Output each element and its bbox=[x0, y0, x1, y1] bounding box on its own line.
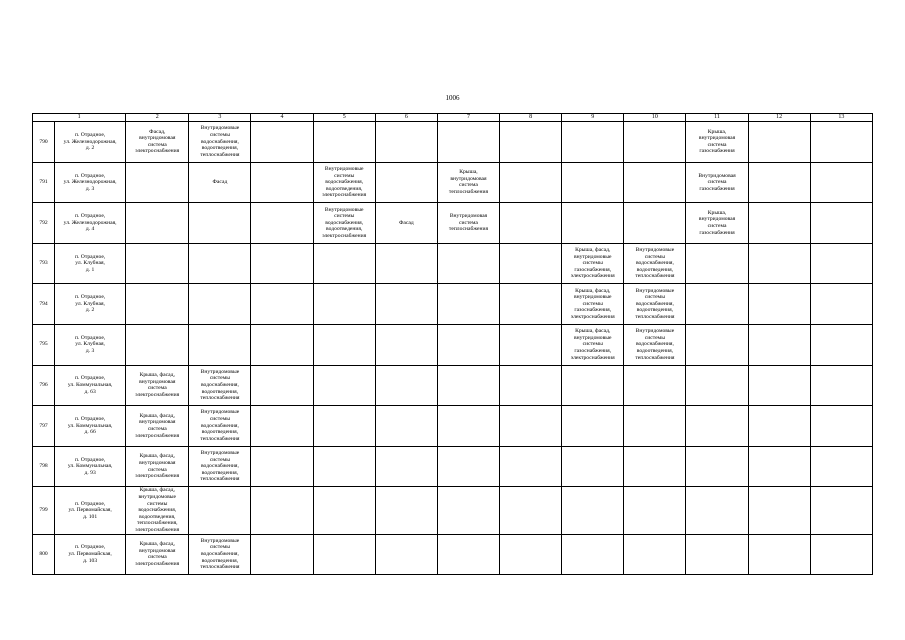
work-type-cell bbox=[562, 365, 624, 406]
work-type-cell bbox=[686, 324, 748, 365]
address-cell: п. Отрадное, ул. Железнодорожная, д. 3 bbox=[55, 162, 126, 203]
work-type-cell bbox=[437, 487, 499, 534]
column-header: 4 bbox=[251, 114, 313, 122]
column-header: 6 bbox=[375, 114, 437, 122]
work-type-cell bbox=[126, 284, 189, 325]
table-row bbox=[33, 446, 873, 487]
work-type-cell bbox=[251, 487, 313, 534]
work-type-cell bbox=[189, 487, 251, 534]
work-type-cell bbox=[810, 122, 872, 163]
work-type-cell bbox=[810, 324, 872, 365]
table-row bbox=[33, 203, 873, 244]
work-type-cell bbox=[189, 203, 251, 244]
work-type-cell: Фасад, внутридомовая система электроснабжения bbox=[126, 122, 189, 163]
row-number: 797 bbox=[33, 406, 55, 447]
work-type-cell bbox=[500, 324, 562, 365]
work-type-cell bbox=[437, 365, 499, 406]
address-cell: п. Отрадное, ул. Коммунальная, д. 66 bbox=[55, 406, 126, 447]
work-type-cell: Фасад bbox=[375, 203, 437, 244]
table-row bbox=[33, 284, 873, 325]
column-header: 10 bbox=[624, 114, 686, 122]
table-row bbox=[33, 534, 873, 575]
work-type-cell bbox=[251, 534, 313, 575]
work-type-cell bbox=[375, 487, 437, 534]
work-type-cell: Крыша, фасад, внутридомовая система электроснабжения bbox=[126, 406, 189, 447]
work-type-cell: Внутридомовые системы водоснабжения, водоотведения, теплоснабжения bbox=[189, 122, 251, 163]
work-type-cell bbox=[126, 203, 189, 244]
work-type-cell: Внутридомовая система газоснабжения bbox=[686, 162, 748, 203]
work-type-cell: Внутридомовые системы водоснабжения, водоотведения, теплоснабжения bbox=[624, 324, 686, 365]
work-type-cell bbox=[686, 284, 748, 325]
work-type-cell bbox=[313, 284, 375, 325]
work-type-cell bbox=[748, 284, 810, 325]
address-cell: п. Отрадное, ул. Железнодорожная, д. 4 bbox=[55, 203, 126, 244]
column-header: 3 bbox=[189, 114, 251, 122]
work-type-cell bbox=[500, 284, 562, 325]
work-type-cell bbox=[313, 406, 375, 447]
work-type-cell bbox=[562, 122, 624, 163]
work-type-cell: Внутридомовая система теплоснабжения bbox=[437, 203, 499, 244]
work-type-cell bbox=[562, 162, 624, 203]
work-type-cell bbox=[251, 243, 313, 284]
work-type-cell bbox=[126, 162, 189, 203]
work-type-cell bbox=[189, 324, 251, 365]
column-header: 2 bbox=[126, 114, 189, 122]
work-type-cell bbox=[500, 122, 562, 163]
work-type-cell: Внутридомовые системы водоснабжения, водоотведения, теплоснабжения bbox=[189, 446, 251, 487]
work-type-cell bbox=[313, 446, 375, 487]
work-type-cell bbox=[437, 324, 499, 365]
work-type-cell bbox=[748, 365, 810, 406]
work-type-cell bbox=[437, 243, 499, 284]
work-type-cell: Крыша, внутридомовая система теплоснабжения bbox=[437, 162, 499, 203]
work-type-cell bbox=[686, 243, 748, 284]
work-type-cell: Крыша, фасад, внутридомовые системы водоснабжения, водоотведения, теплоснабжения, электроснабжения bbox=[126, 487, 189, 534]
work-type-cell bbox=[126, 324, 189, 365]
row-number: 794 bbox=[33, 284, 55, 325]
work-type-cell: Фасад bbox=[189, 162, 251, 203]
work-type-cell bbox=[686, 534, 748, 575]
column-header: 8 bbox=[500, 114, 562, 122]
row-number: 792 bbox=[33, 203, 55, 244]
work-type-cell bbox=[624, 406, 686, 447]
work-type-cell bbox=[562, 534, 624, 575]
work-type-cell: Внутридомовые системы водоснабжения, водоотведения, электроснабжения bbox=[313, 162, 375, 203]
page-number: 1006 bbox=[445, 94, 460, 102]
work-type-cell bbox=[810, 203, 872, 244]
address-cell: п. Отрадное, ул. Клубная, д. 1 bbox=[55, 243, 126, 284]
work-type-cell bbox=[251, 446, 313, 487]
work-type-cell bbox=[313, 534, 375, 575]
address-cell: п. Отрадное, ул. Клубная, д. 2 bbox=[55, 284, 126, 325]
work-type-cell bbox=[810, 284, 872, 325]
work-type-cell bbox=[748, 162, 810, 203]
work-type-cell bbox=[375, 284, 437, 325]
work-type-cell bbox=[500, 203, 562, 244]
row-number: 798 bbox=[33, 446, 55, 487]
work-type-cell bbox=[375, 122, 437, 163]
work-type-cell bbox=[748, 203, 810, 244]
work-type-cell bbox=[313, 324, 375, 365]
address-cell: п. Отрадное, ул. Первомайская, д. 103 bbox=[55, 534, 126, 575]
work-type-cell bbox=[810, 162, 872, 203]
work-type-cell bbox=[686, 446, 748, 487]
work-type-cell bbox=[686, 406, 748, 447]
column-header: 1 bbox=[33, 114, 126, 122]
work-type-cell bbox=[500, 243, 562, 284]
row-number: 796 bbox=[33, 365, 55, 406]
work-type-cell bbox=[251, 203, 313, 244]
work-type-cell: Внутридомовые системы водоснабжения, водоотведения, теплоснабжения bbox=[189, 406, 251, 447]
work-type-cell bbox=[375, 446, 437, 487]
work-type-cell bbox=[313, 122, 375, 163]
work-type-cell bbox=[500, 446, 562, 487]
work-type-cell bbox=[500, 534, 562, 575]
work-type-cell bbox=[437, 406, 499, 447]
work-type-cell bbox=[375, 534, 437, 575]
work-type-cell bbox=[810, 534, 872, 575]
row-number: 793 bbox=[33, 243, 55, 284]
work-type-cell bbox=[437, 534, 499, 575]
work-type-cell bbox=[437, 122, 499, 163]
table-row bbox=[33, 324, 873, 365]
work-type-cell bbox=[810, 365, 872, 406]
work-type-cell bbox=[686, 487, 748, 534]
table-row bbox=[33, 406, 873, 447]
work-type-cell bbox=[437, 446, 499, 487]
work-type-cell bbox=[686, 365, 748, 406]
row-number: 800 bbox=[33, 534, 55, 575]
work-type-cell bbox=[313, 243, 375, 284]
address-cell: п. Отрадное, ул. Коммунальная, д. 63 bbox=[55, 365, 126, 406]
work-type-cell: Крыша, фасад, внутридомовые системы газоснабжения, электроснабжения bbox=[562, 284, 624, 325]
work-type-cell: Крыша, фасад, внутридомовая система электроснабжения bbox=[126, 446, 189, 487]
work-type-cell bbox=[500, 487, 562, 534]
column-header: 13 bbox=[810, 114, 872, 122]
work-type-cell bbox=[748, 534, 810, 575]
table-body bbox=[33, 122, 873, 575]
work-type-cell bbox=[624, 203, 686, 244]
work-type-cell bbox=[251, 365, 313, 406]
work-type-cell bbox=[500, 365, 562, 406]
work-type-cell bbox=[375, 365, 437, 406]
work-type-cell bbox=[748, 324, 810, 365]
address-cell: п. Отрадное, ул. Клубная, д. 3 bbox=[55, 324, 126, 365]
table-row bbox=[33, 162, 873, 203]
work-type-cell bbox=[748, 406, 810, 447]
work-type-cell bbox=[313, 365, 375, 406]
work-type-cell bbox=[810, 406, 872, 447]
work-type-cell bbox=[624, 487, 686, 534]
work-type-cell bbox=[500, 406, 562, 447]
row-number: 791 bbox=[33, 162, 55, 203]
work-type-cell bbox=[375, 324, 437, 365]
work-type-cell: Крыша, фасад, внутридомовые системы газоснабжения, электроснабжения bbox=[562, 243, 624, 284]
address-cell: п. Отрадное, ул. Железнодорожная, д. 2 bbox=[55, 122, 126, 163]
work-type-cell bbox=[189, 243, 251, 284]
address-cell: п. Отрадное, ул. Коммунальная, д. 93 bbox=[55, 446, 126, 487]
work-type-cell bbox=[810, 446, 872, 487]
row-number: 790 bbox=[33, 122, 55, 163]
work-type-cell bbox=[251, 122, 313, 163]
work-type-cell bbox=[313, 487, 375, 534]
work-type-cell bbox=[437, 284, 499, 325]
work-type-cell bbox=[748, 122, 810, 163]
work-type-cell: Крыша, фасад, внутридомовые системы газоснабжения, электроснабжения bbox=[562, 324, 624, 365]
work-type-cell: Крыша, фасад, внутридомовая система электроснабжения bbox=[126, 534, 189, 575]
work-type-cell: Внутридомовые системы водоснабжения, водоотведения, теплоснабжения bbox=[189, 534, 251, 575]
work-type-cell bbox=[251, 162, 313, 203]
work-type-cell bbox=[500, 162, 562, 203]
column-header: 7 bbox=[437, 114, 499, 122]
table-row bbox=[33, 365, 873, 406]
work-type-cell: Внутридомовые системы водоснабжения, водоотведения, электроснабжения bbox=[313, 203, 375, 244]
work-type-cell bbox=[624, 365, 686, 406]
work-type-cell: Крыша, внутридомовая система газоснабжения bbox=[686, 203, 748, 244]
work-type-cell bbox=[810, 487, 872, 534]
column-header: 12 bbox=[748, 114, 810, 122]
column-header: 5 bbox=[313, 114, 375, 122]
work-type-cell bbox=[562, 406, 624, 447]
work-type-cell: Крыша, внутридомовая система газоснабжения bbox=[686, 122, 748, 163]
work-type-cell bbox=[562, 203, 624, 244]
work-type-cell bbox=[810, 243, 872, 284]
table-row bbox=[33, 243, 873, 284]
work-type-cell: Крыша, фасад, внутридомовая система электроснабжения bbox=[126, 365, 189, 406]
repair-schedule-table bbox=[32, 113, 873, 575]
work-type-cell bbox=[624, 122, 686, 163]
row-number: 799 bbox=[33, 487, 55, 534]
column-header: 9 bbox=[562, 114, 624, 122]
work-type-cell bbox=[748, 487, 810, 534]
table-header bbox=[33, 114, 873, 122]
column-header: 11 bbox=[686, 114, 748, 122]
work-type-cell bbox=[189, 284, 251, 325]
work-type-cell bbox=[251, 406, 313, 447]
table-row bbox=[33, 122, 873, 163]
table-row bbox=[33, 487, 873, 534]
work-type-cell bbox=[126, 243, 189, 284]
work-type-cell bbox=[624, 534, 686, 575]
row-number: 795 bbox=[33, 324, 55, 365]
work-type-cell bbox=[375, 406, 437, 447]
work-type-cell bbox=[624, 446, 686, 487]
work-type-cell: Внутридомовые системы водоснабжения, водоотведения, теплоснабжения bbox=[189, 365, 251, 406]
address-cell: п. Отрадное, ул. Первомайская, д. 101 bbox=[55, 487, 126, 534]
work-type-cell bbox=[748, 243, 810, 284]
work-type-cell bbox=[375, 162, 437, 203]
work-type-cell bbox=[748, 446, 810, 487]
work-type-cell bbox=[251, 324, 313, 365]
work-type-cell bbox=[562, 487, 624, 534]
work-type-cell bbox=[375, 243, 437, 284]
work-type-cell: Внутридомовые системы водоснабжения, водоотведения, теплоснабжения bbox=[624, 284, 686, 325]
work-type-cell: Внутридомовые системы водоснабжения, водоотведения, теплоснабжения bbox=[624, 243, 686, 284]
work-type-cell bbox=[562, 446, 624, 487]
work-type-cell bbox=[251, 284, 313, 325]
work-type-cell bbox=[624, 162, 686, 203]
